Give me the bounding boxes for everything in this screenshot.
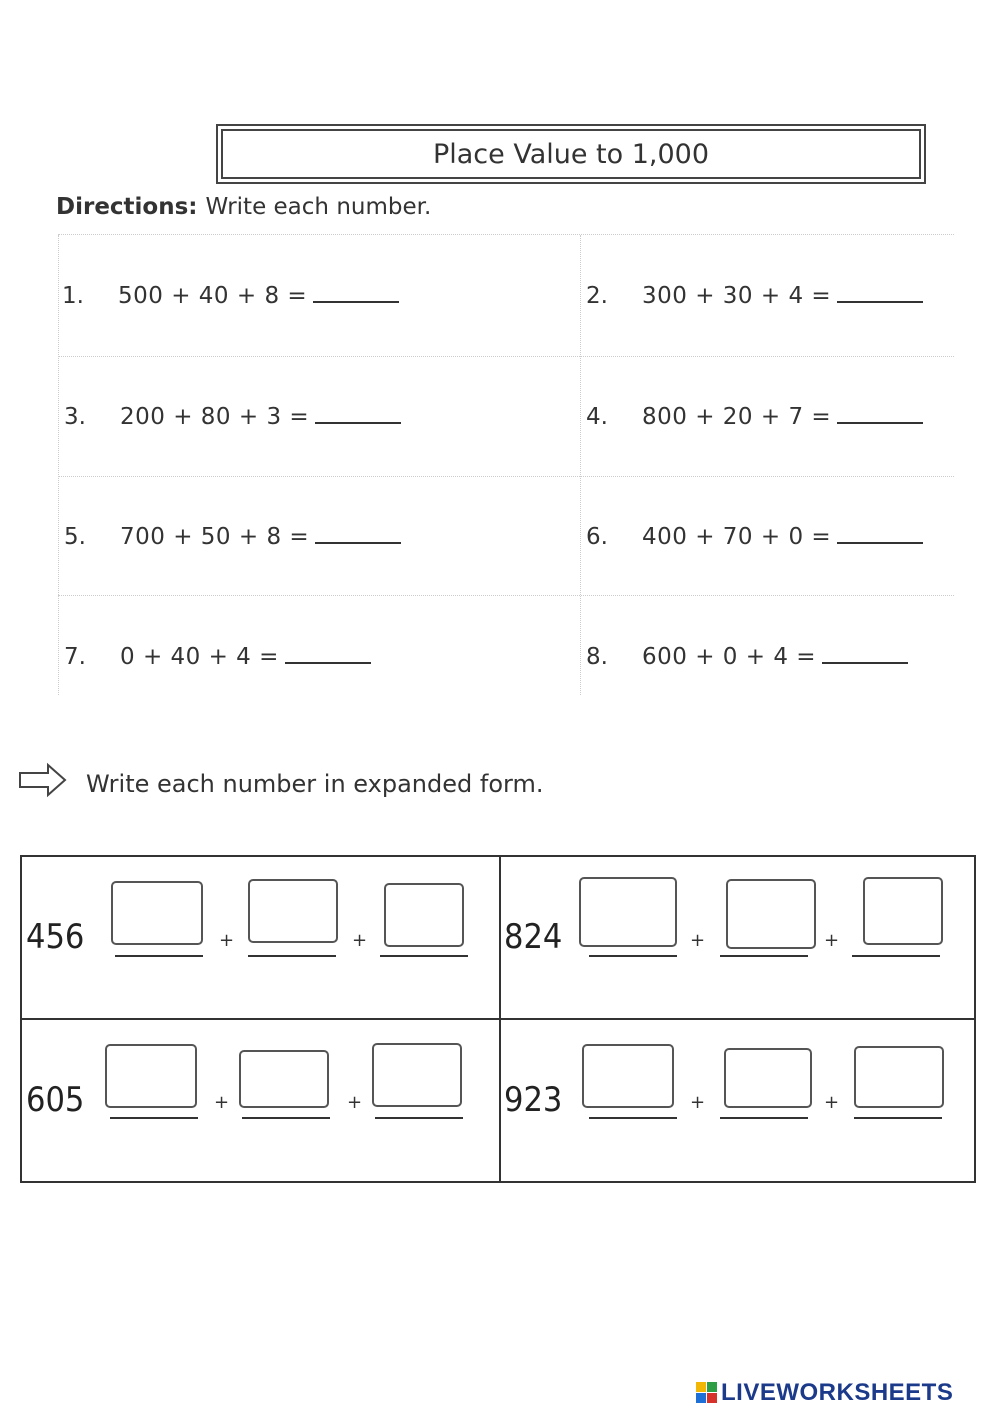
answer-line [375, 1117, 463, 1119]
answer-line [720, 955, 808, 957]
answer-line [852, 955, 940, 957]
answer-line [242, 1117, 330, 1119]
problem-6: 6. 400 + 70 + 0 = [586, 524, 923, 550]
problem-7: 7. 0 + 40 + 4 = [64, 644, 371, 670]
answer-box[interactable] [372, 1043, 462, 1107]
problem-grid [58, 234, 954, 695]
instruction-text: Write each number in expanded form. [86, 770, 544, 798]
answer-box[interactable] [724, 1048, 812, 1108]
answer-line [380, 955, 468, 957]
answer-box[interactable] [248, 879, 338, 943]
expanded-cell-605: 605 + + [22, 1020, 498, 1182]
answer-line [589, 955, 677, 957]
problem-2: 2. 300 + 30 + 4 = [586, 283, 923, 309]
problem-5: 5. 700 + 50 + 8 = [64, 524, 401, 550]
answer-box[interactable] [726, 879, 816, 949]
answer-line [115, 955, 203, 957]
answer-box[interactable] [579, 877, 677, 947]
answer-box[interactable] [863, 877, 943, 945]
answer-box[interactable] [854, 1046, 944, 1108]
problem-1: 1. 500 + 40 + 8 = [62, 283, 399, 309]
number-label: 824 [504, 917, 563, 957]
answer-line [854, 1117, 942, 1119]
expanded-form-instruction [18, 760, 618, 800]
number-label: 456 [26, 917, 85, 957]
answer-blank-6[interactable] [837, 542, 923, 544]
answer-box[interactable] [384, 883, 464, 947]
answer-line [248, 955, 336, 957]
answer-blank-3[interactable] [315, 422, 401, 424]
answer-box[interactable] [105, 1044, 197, 1108]
brand-name: LIVEWORKSHEETS [721, 1379, 954, 1406]
directions-label: Directions: [56, 194, 198, 220]
answer-blank-8[interactable] [822, 662, 908, 664]
answer-line [720, 1117, 808, 1119]
worksheet-title: Place Value to 1,000 [221, 129, 921, 179]
directions [56, 194, 431, 220]
arrow-right-icon [18, 762, 68, 798]
expanded-cell-923: 923 + + [500, 1020, 976, 1182]
answer-blank-2[interactable] [837, 301, 923, 303]
number-label: 923 [504, 1080, 563, 1120]
answer-box[interactable] [111, 881, 203, 945]
expanded-form-table [20, 855, 976, 1183]
answer-blank-5[interactable] [315, 542, 401, 544]
expanded-cell-456: 456 + + [22, 857, 498, 1019]
answer-blank-4[interactable] [837, 422, 923, 424]
expanded-cell-824: 824 + + [500, 857, 976, 1019]
answer-line [589, 1117, 677, 1119]
title-frame [216, 124, 926, 184]
problem-3: 3. 200 + 80 + 3 = [64, 404, 401, 430]
liveworksheets-logo-icon [696, 1382, 718, 1404]
directions-text: Write each number. [205, 194, 432, 220]
answer-box[interactable] [239, 1050, 329, 1108]
answer-blank-7[interactable] [285, 662, 371, 664]
liveworksheets-footer [696, 1380, 953, 1406]
answer-box[interactable] [582, 1044, 674, 1108]
number-label: 605 [26, 1080, 85, 1120]
answer-line [110, 1117, 198, 1119]
answer-blank-1[interactable] [313, 301, 399, 303]
problem-8: 8. 600 + 0 + 4 = [586, 644, 908, 670]
problem-4: 4. 800 + 20 + 7 = [586, 404, 923, 430]
